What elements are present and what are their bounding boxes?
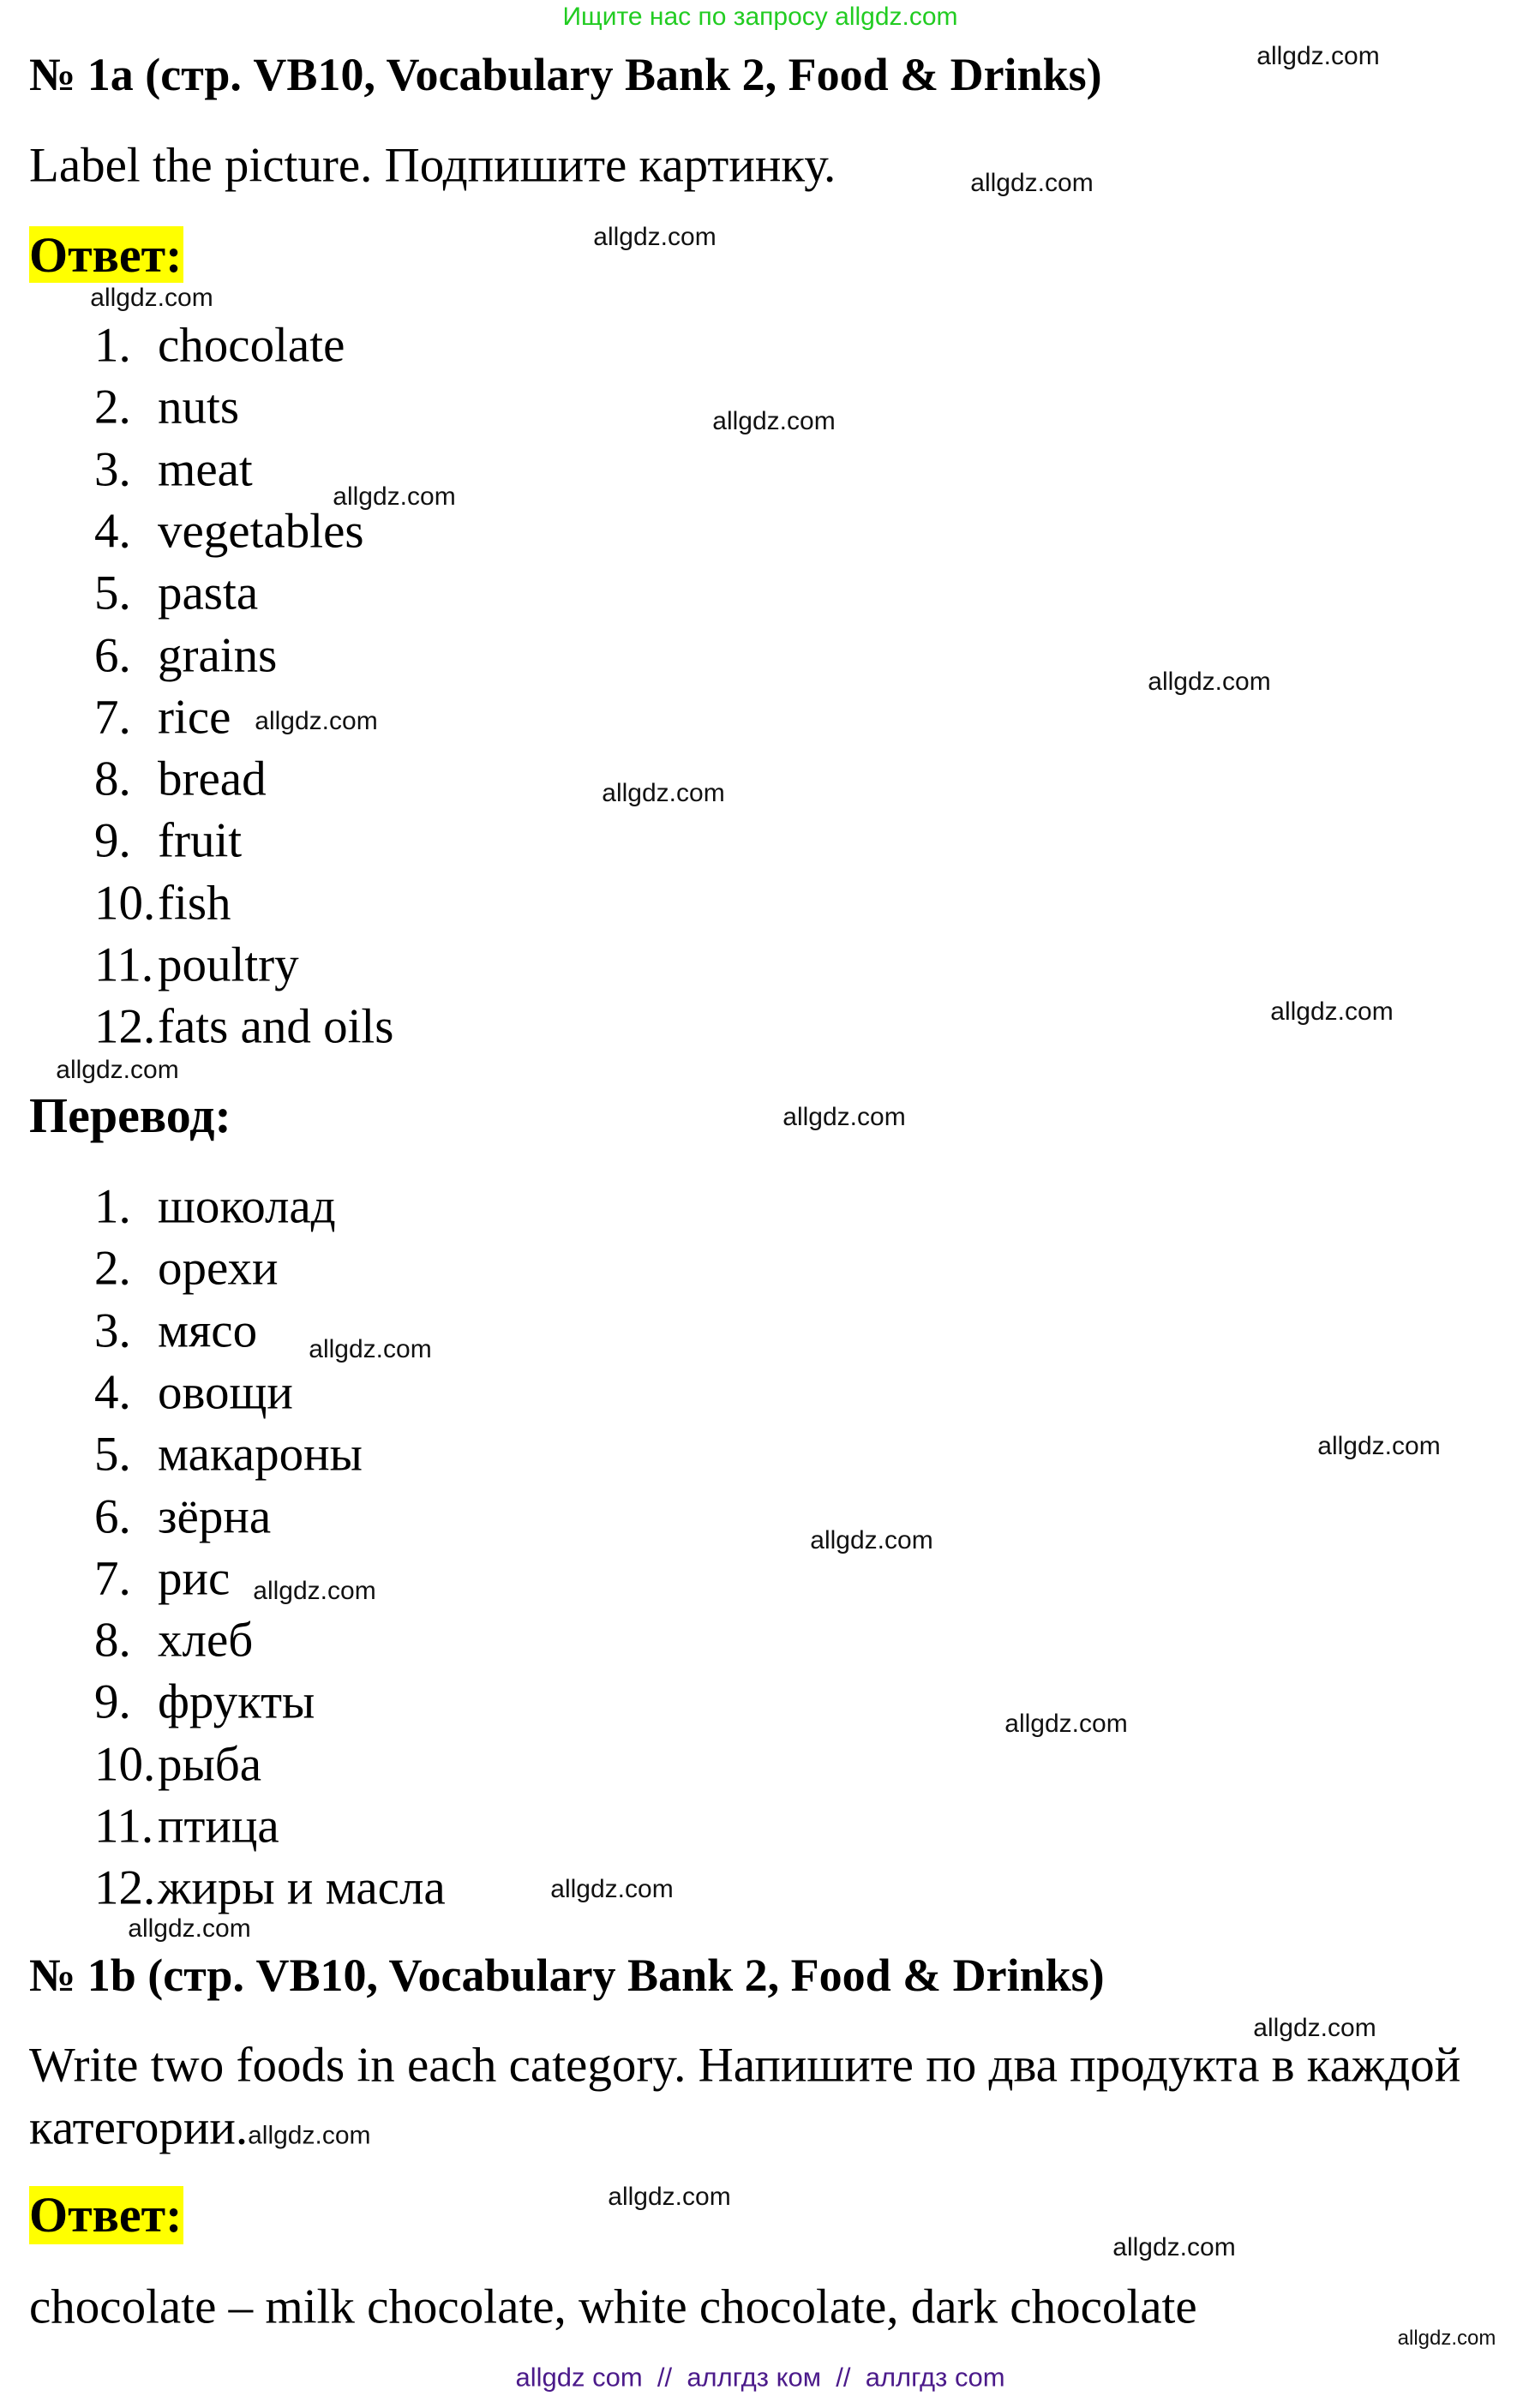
instruction-text: категории. — [29, 2100, 249, 2155]
watermark: allgdz.com — [90, 284, 213, 312]
task-1b-instruction-line2 — [29, 2100, 371, 2155]
list-number: 6. — [94, 628, 131, 682]
list-item — [94, 999, 394, 1054]
footer-links[interactable]: allgdz com // аллгдз ком // аллгдз com — [515, 2362, 1005, 2393]
watermark: allgdz.com — [1004, 1710, 1128, 1738]
list-text: poultry — [158, 937, 299, 992]
watermark: allgdz.com — [1397, 2327, 1496, 2350]
watermark: allgdz.com — [56, 1056, 179, 1084]
list-text: зёрна — [158, 1489, 272, 1543]
list-item — [94, 1179, 336, 1234]
list-number: 10. — [94, 1737, 156, 1792]
list-number: 5. — [94, 1427, 131, 1482]
task-1b-title: № 1b (стр. VB10, Vocabulary Bank 2, Food & Drinks) — [29, 1950, 1105, 2001]
list-number: 2. — [94, 380, 131, 434]
watermark: allgdz.com — [810, 1526, 933, 1554]
watermark: allgdz.com — [712, 407, 836, 435]
task-1a-instruction: Label the picture. Подпишите картинку. — [29, 138, 836, 193]
list-text: nuts — [158, 380, 240, 434]
list-number: 8. — [94, 752, 131, 806]
list-text: макароны — [158, 1427, 363, 1482]
list-text: fish — [158, 876, 231, 931]
watermark: allgdz.com — [1253, 2014, 1376, 2042]
list-text: рыба — [158, 1737, 262, 1792]
list-text: vegetables — [158, 504, 364, 559]
watermark: allgdz.com — [1317, 1432, 1441, 1460]
list-text: птица — [158, 1799, 279, 1854]
list-item — [94, 1427, 363, 1482]
list-item — [94, 1613, 254, 1668]
list-number: 8. — [94, 1613, 131, 1668]
list-number: 9. — [94, 1674, 131, 1729]
list-item — [94, 380, 240, 434]
list-number: 7. — [94, 690, 131, 745]
list-item — [94, 690, 231, 745]
list-item — [94, 1674, 315, 1729]
list-item — [94, 1241, 279, 1296]
watermark: allgdz.com — [602, 779, 725, 807]
list-item — [94, 1860, 446, 1915]
list-text: жиры и масла — [158, 1860, 446, 1915]
list-text: шоколад — [158, 1179, 336, 1234]
list-item — [94, 813, 243, 868]
watermark: allgdz.com — [608, 2183, 731, 2211]
list-item — [94, 566, 259, 620]
task-1b-instruction-line1: Write two foods in each category. Напишите по два продукта в каждой — [29, 2038, 1461, 2093]
list-item — [94, 1489, 272, 1543]
list-number: 2. — [94, 1241, 131, 1296]
watermark: allgdz.com — [309, 1335, 432, 1363]
task-1b-answer: chocolate – milk chocolate, white chocolate, dark chocolate — [29, 2279, 1197, 2334]
list-text: фрукты — [158, 1674, 315, 1729]
list-number: 1. — [94, 1179, 131, 1234]
list-text: bread — [158, 752, 267, 806]
watermark: allgdz.com — [253, 1577, 376, 1605]
list-number: 9. — [94, 813, 131, 868]
list-item — [94, 504, 364, 559]
list-number: 4. — [94, 504, 131, 559]
list-text: рис — [158, 1551, 231, 1606]
list-number: 4. — [94, 1365, 131, 1420]
list-item — [94, 318, 345, 373]
list-text: chocolate — [158, 318, 345, 373]
list-number: 11. — [94, 937, 154, 992]
list-text: fats and oils — [158, 999, 394, 1054]
watermark: allgdz.com — [1112, 2233, 1236, 2261]
list-item — [94, 937, 299, 992]
list-number: 12. — [94, 1860, 156, 1915]
list-text: pasta — [158, 566, 259, 620]
list-item — [94, 1799, 279, 1854]
watermark: allgdz.com — [248, 2121, 371, 2150]
answer-label: Ответ: — [29, 227, 183, 283]
watermark: allgdz.com — [255, 707, 378, 735]
list-number: 3. — [94, 442, 131, 497]
list-item — [94, 1365, 293, 1420]
watermark: allgdz.com — [1148, 668, 1271, 696]
translation-label: Перевод: — [29, 1087, 231, 1143]
list-text: мясо — [158, 1303, 258, 1358]
list-text: meat — [158, 442, 253, 497]
watermark: allgdz.com — [333, 482, 456, 511]
list-number: 6. — [94, 1489, 131, 1543]
list-number: 10. — [94, 876, 156, 931]
list-text: fruit — [158, 813, 243, 868]
list-text: rice — [158, 690, 231, 745]
search-banner: Ищите нас по запросу allgdz.com — [562, 3, 958, 31]
list-item — [94, 1303, 258, 1358]
answer-label-2: Ответ: — [29, 2187, 183, 2243]
list-item — [94, 1737, 262, 1792]
list-number: 11. — [94, 1799, 154, 1854]
list-item — [94, 442, 253, 497]
watermark: allgdz.com — [782, 1103, 906, 1131]
watermark: allgdz.com — [1256, 42, 1380, 70]
watermark: allgdz.com — [593, 223, 717, 251]
watermark: allgdz.com — [550, 1875, 674, 1903]
list-text: овощи — [158, 1365, 293, 1420]
list-item — [94, 628, 278, 682]
list-number: 7. — [94, 1551, 131, 1606]
list-text: хлеб — [158, 1613, 254, 1668]
list-number: 1. — [94, 318, 131, 373]
task-1a-title: № 1a (стр. VB10, Vocabulary Bank 2, Food & Drinks) — [29, 49, 1102, 100]
list-number: 5. — [94, 566, 131, 620]
list-item — [94, 1551, 231, 1606]
watermark: allgdz.com — [1270, 997, 1394, 1026]
list-text: орехи — [158, 1241, 279, 1296]
watermark: allgdz.com — [128, 1914, 251, 1943]
watermark: allgdz.com — [970, 169, 1094, 197]
list-text: grains — [158, 628, 278, 682]
list-number: 12. — [94, 999, 156, 1054]
list-item — [94, 752, 267, 806]
list-number: 3. — [94, 1303, 131, 1358]
list-item — [94, 876, 231, 931]
